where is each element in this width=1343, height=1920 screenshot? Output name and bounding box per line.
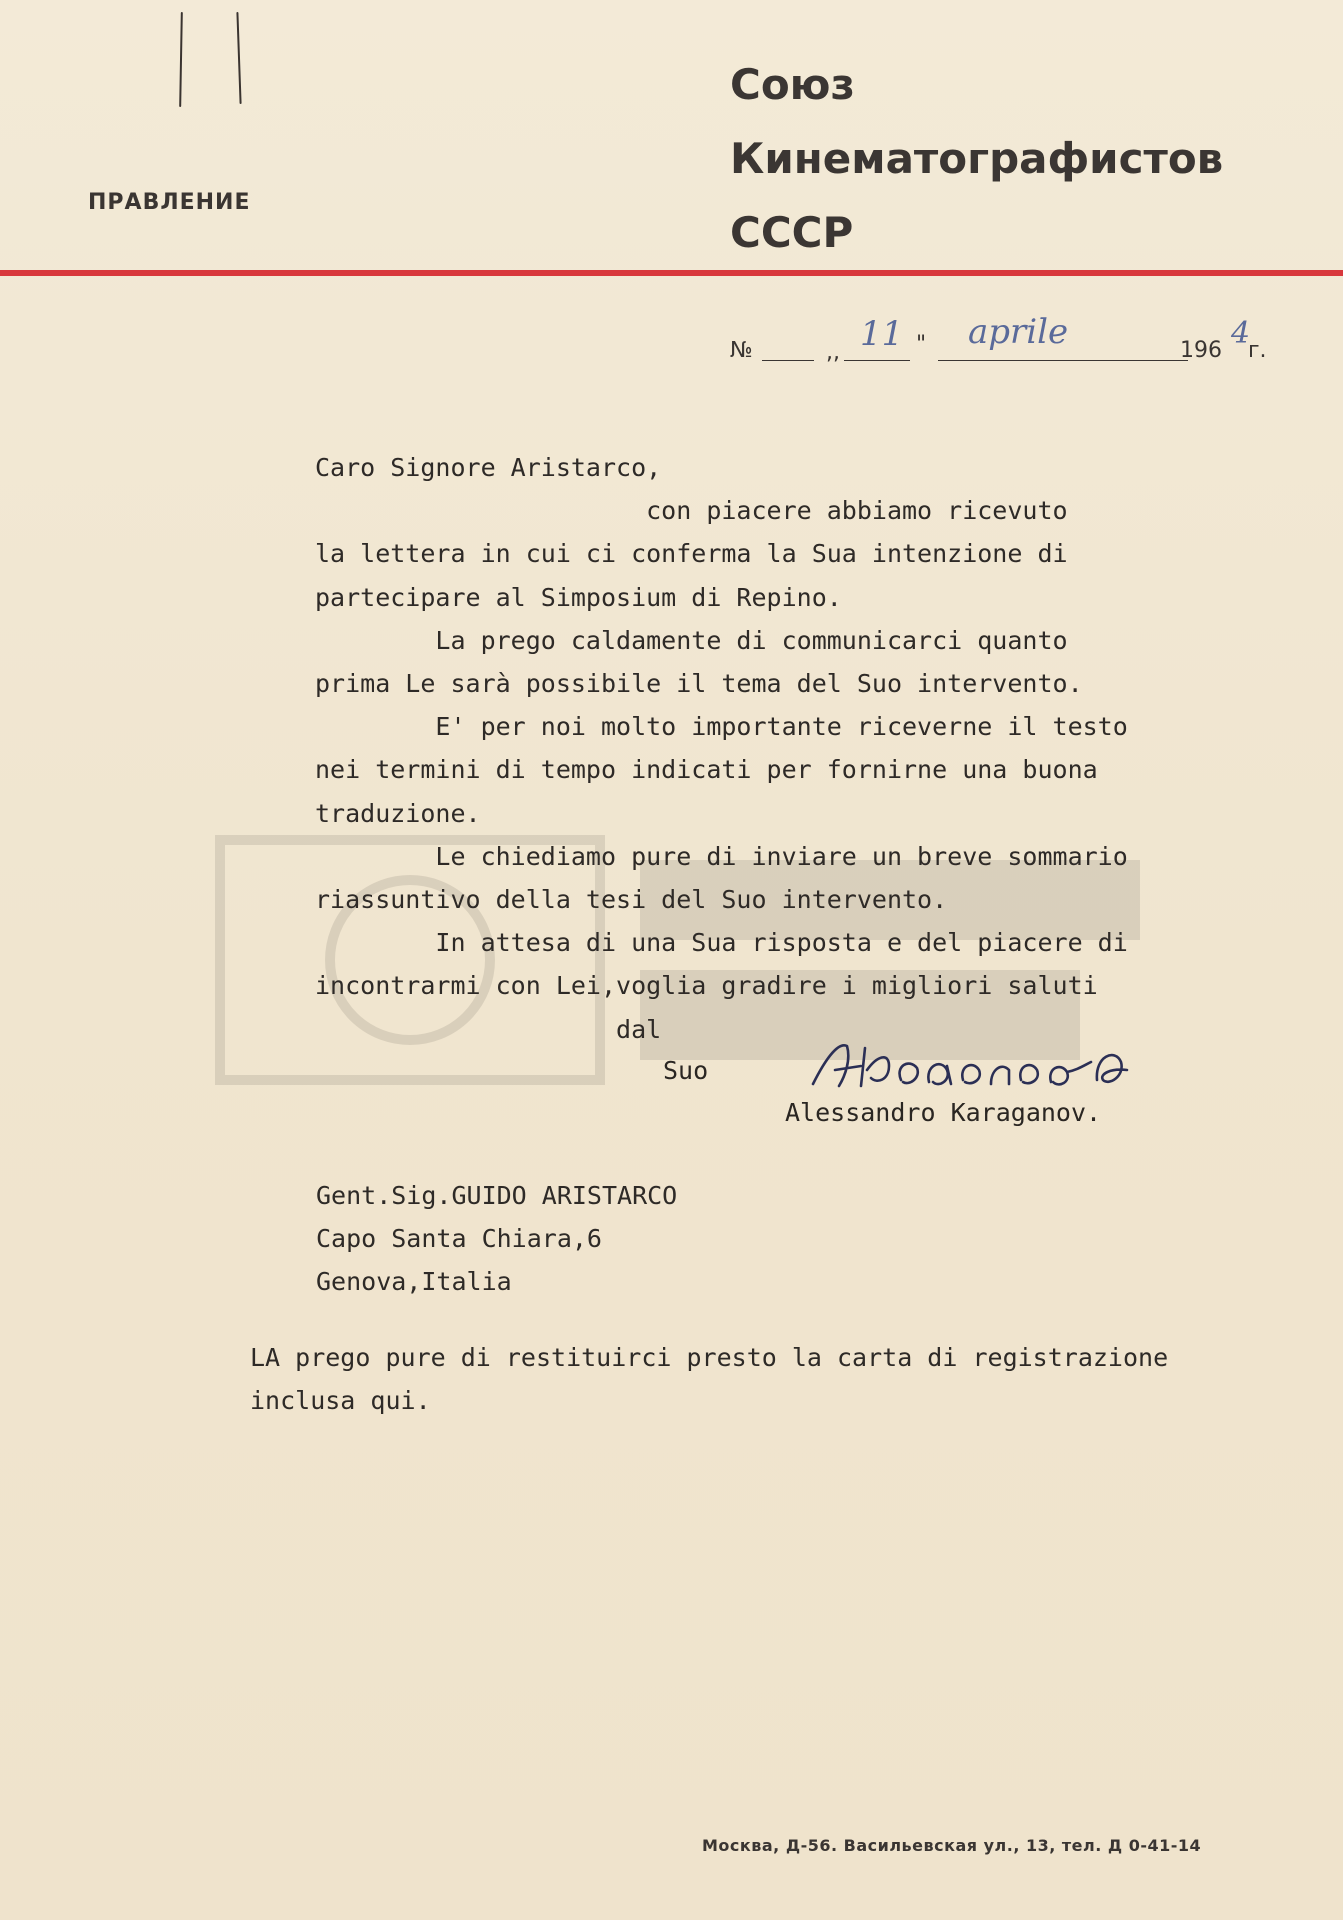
letter-line: Le chiediamo pure di inviare un breve sommario [315, 841, 1128, 871]
address-line: Capo Santa Chiara,6 [316, 1224, 602, 1253]
filing-marks [176, 12, 246, 112]
letter-line: La prego caldamente di communicarci quanto [315, 625, 1068, 655]
organization-name-line: СССР [730, 208, 854, 257]
postscript [250, 1336, 1330, 1422]
close-quote: " [916, 332, 927, 357]
reference-line [728, 312, 1273, 368]
letter-line: traduzione. [315, 798, 481, 828]
letter-body [315, 446, 1295, 1051]
postscript-line: LA prego pure di restituirci presto la carta di registrazione [250, 1343, 1169, 1372]
month-blank [938, 360, 1188, 361]
footer-address: Москва, Д-56. Васильевская ул., 13, тел. Д 0-41-14 [702, 1836, 1202, 1855]
recipient-address [316, 1174, 677, 1303]
day-blank [844, 360, 910, 361]
year-suffix: г. [1248, 338, 1267, 363]
filing-mark [179, 12, 183, 107]
number-blank [762, 360, 814, 361]
letter-line: E' per noi molto importante riceverne il testo [315, 712, 1128, 742]
postscript-line: inclusa qui. [250, 1386, 431, 1415]
organization-name-line: Кинематографистов [730, 134, 1224, 183]
board-label: ПРАВЛЕНИЕ [88, 190, 251, 215]
letter-line: Caro Signore Aristarco, [315, 453, 662, 482]
address-line: Gent.Sig.GUIDO ARISTARCO [316, 1181, 678, 1210]
letter-line: riassuntivo della tesi del Suo intervento. [315, 885, 948, 915]
letter-line: dal [315, 1014, 662, 1044]
letter-line: nei termini di tempo indicati per fornirne una buona [315, 755, 1098, 785]
signatory-name: Alessandro Karaganov. [785, 1098, 1102, 1127]
closing-word: Suo [663, 1056, 709, 1085]
open-quote: ,, [826, 340, 840, 365]
letter-line: In attesa di una Sua risposta e del piacere di [315, 928, 1128, 958]
filing-mark [236, 12, 241, 104]
number-label: № [730, 338, 753, 363]
organization-name [730, 48, 1223, 270]
letter-line: incontrarmi con Lei,voglia gradire i migliori saluti [315, 971, 1098, 1001]
handwritten-day: 11 [860, 314, 904, 354]
handwritten-year-digit: 4 [1231, 316, 1251, 351]
letter-line: con piacere abbiamo ricevuto [315, 496, 1068, 526]
letter-line: prima Le sarà possibile il tema del Suo intervento. [315, 669, 1083, 699]
handwritten-month: aprile [968, 312, 1069, 352]
letter-line: partecipare al Simposium di Repino. [315, 582, 842, 612]
signature-block [660, 1036, 1260, 1146]
organization-name-line: Союз [730, 60, 855, 109]
letterhead-rule [0, 270, 1343, 276]
handwritten-signature [805, 1036, 1135, 1096]
letter-line: la lettera in cui ci conferma la Sua intenzione di [315, 539, 1068, 569]
address-line: Genova,Italia [316, 1267, 512, 1296]
year-prefix: 196 [1180, 338, 1222, 363]
